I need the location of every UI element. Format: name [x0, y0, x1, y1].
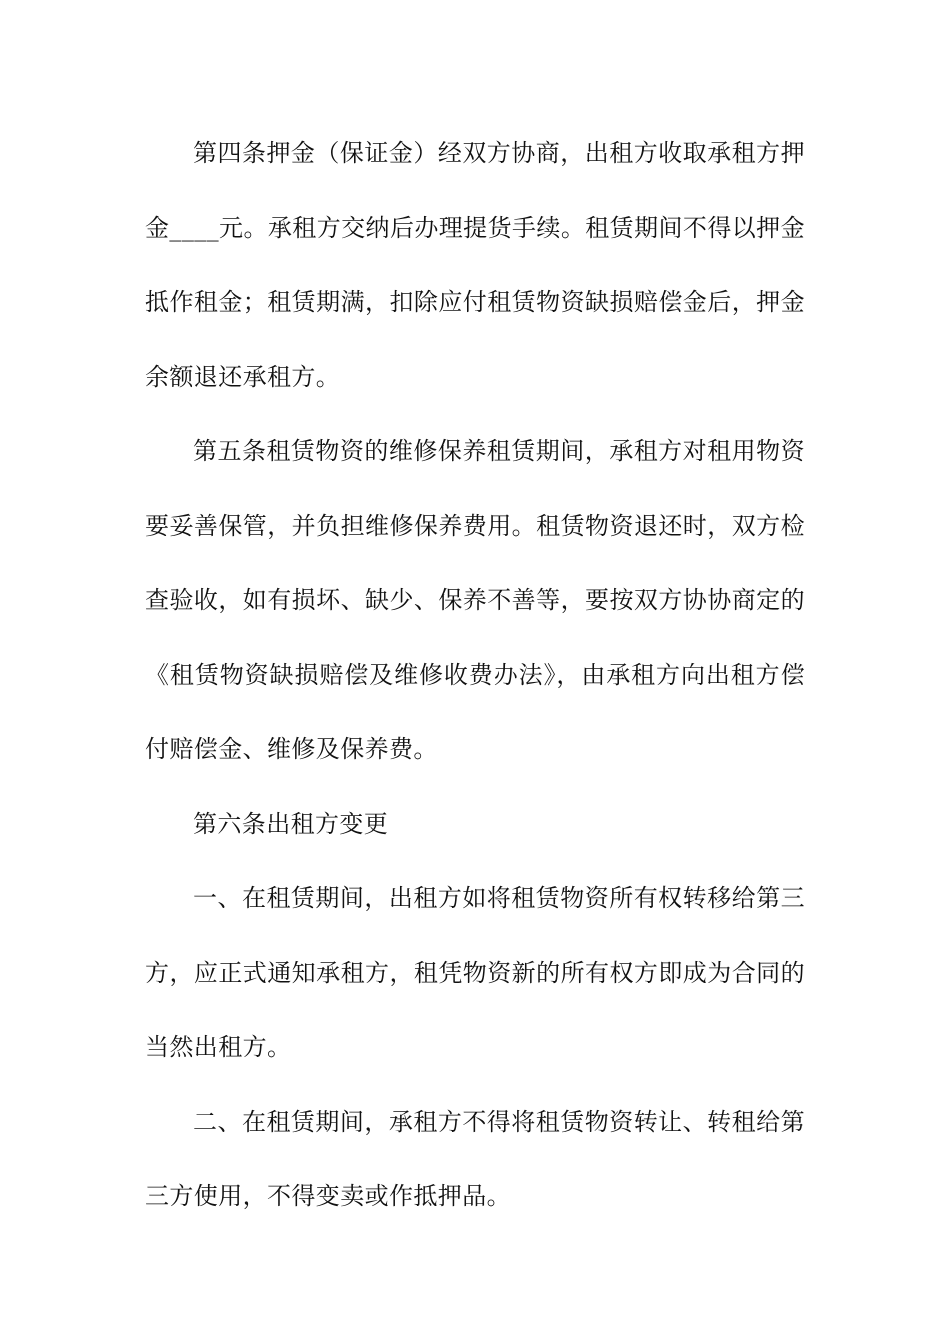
paragraph-article-6-clause-1: 一、在租赁期间，出租方如将租赁物资所有权转移给第三方，应正式通知承租方，租凭物资新的所有权方即成为合同的当然出租方。 [145, 884, 805, 1061]
paragraph-article-4-deposit: 第四条押金（保证金）经双方协商，出租方收取承租方押金____元。承租方交纳后办理提货手续。租赁期间不得以押金抵作租金；租赁期满，扣除应付租赁物资缺损赔偿金后，押金余额退还承租方。 [145, 139, 805, 391]
paragraph-article-6-heading: 第六条出租方变更 [193, 809, 389, 838]
paragraph-article-5-maintenance: 第五条租赁物资的维修保养租赁期间，承租方对租用物资要妥善保管，并负担维修保养费用。租赁物资退还时，双方检查验收，如有损坏、缺少、保养不善等，要按双方协协商定的《租赁物资缺损赔偿及维修收费办法》，由承租方向出租方偿付赔偿金、维修及保养费。 [145, 437, 805, 763]
paragraph-article-6-clause-2: 二、在租赁期间，承租方不得将租赁物资转让、转租给第三方使用，不得变卖或作抵押品。 [145, 1107, 805, 1210]
document-body [145, 116, 805, 1234]
